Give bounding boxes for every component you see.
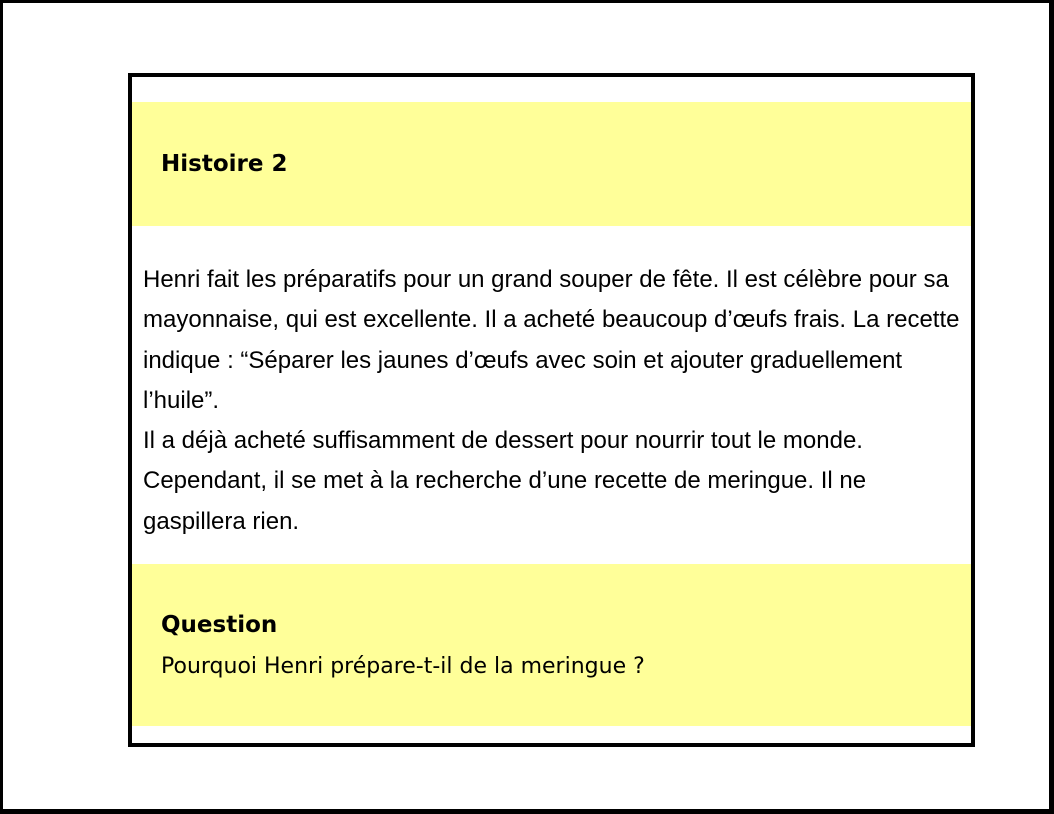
story-paragraph-1: Henri fait les préparatifs pour un grand souper de fête. Il est célèbre pour sa mayonnaise, qui est excellente. Il a acheté beaucoup d’œufs frais. La recette indique : “Séparer les jaunes d’œufs avec soin et ajouter graduellement l’huile”. — [143, 266, 960, 414]
title-band — [132, 102, 971, 226]
story-text — [143, 260, 971, 542]
story-paragraph-2: Il a déjà acheté suffisamment de dessert pour nourrir tout le monde. Cependant, il se met à la recherche d’une recette de meringue. Il ne gaspillera rien. — [143, 427, 867, 535]
story-card — [128, 73, 975, 747]
question-band — [132, 564, 971, 726]
story-title: Histoire 2 — [161, 151, 288, 177]
question-label: Question — [161, 612, 278, 638]
question-text: Pourquoi Henri prépare-t-il de la meringue ? — [161, 654, 645, 679]
